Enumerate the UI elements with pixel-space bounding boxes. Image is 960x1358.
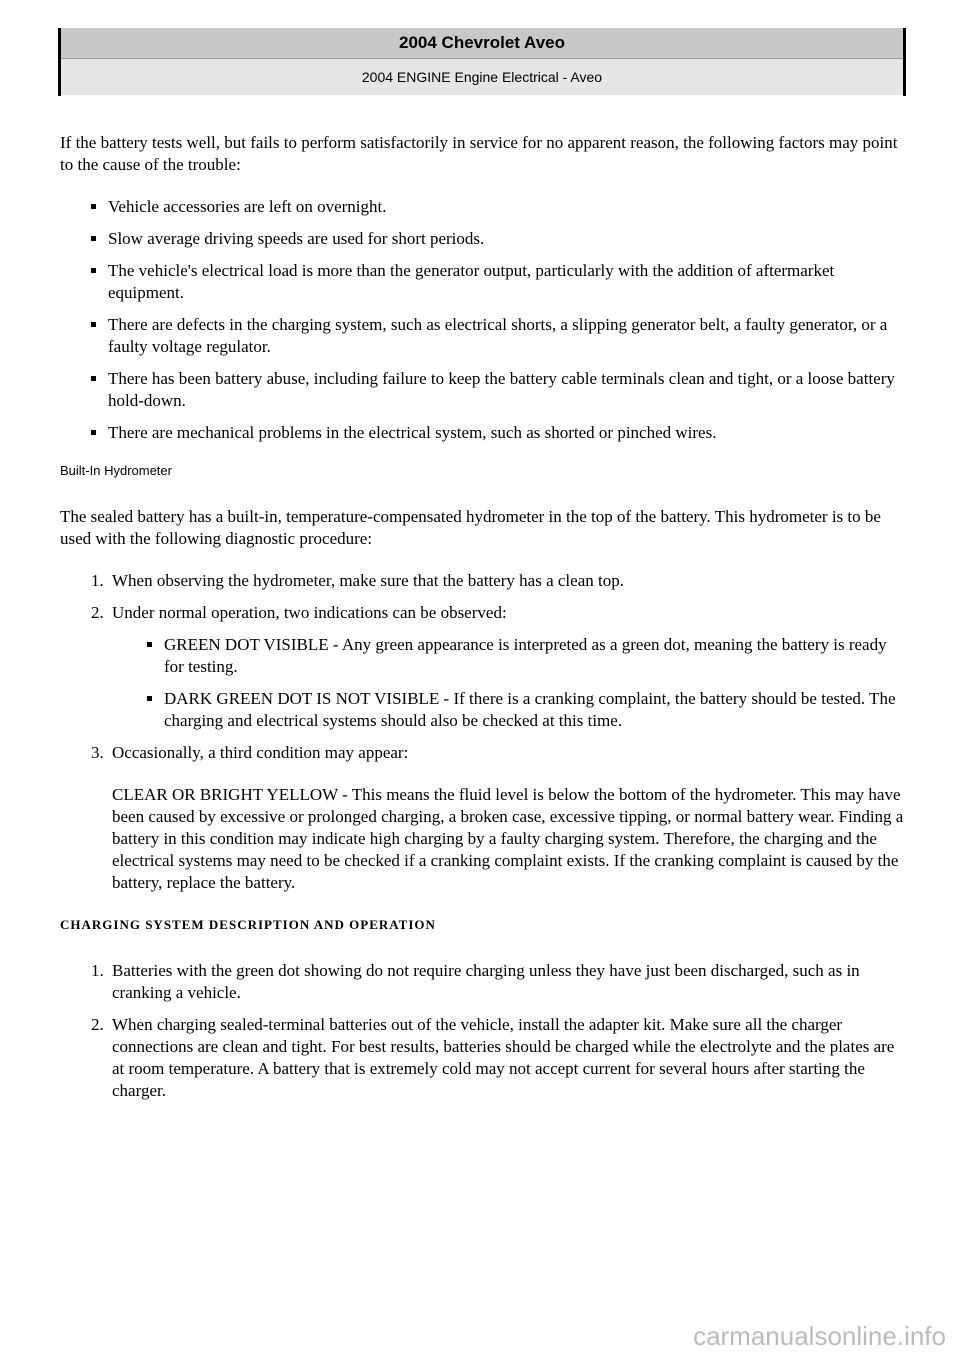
watermark: carmanualsonline.info — [693, 1321, 946, 1351]
document-title: 2004 Chevrolet Aveo — [61, 28, 903, 59]
list-item: ▪ There are defects in the charging system, such as electrical shorts, a slipping generator belt, a faulty generator, or a faulty voltage regulator. — [108, 314, 910, 358]
document-body — [60, 132, 910, 1114]
step-text: Occasionally, a third condition may appear: — [112, 743, 409, 762]
step-item: 1. Batteries with the green dot showing do not require charging unless they have just been discharged, such as in cranking a vehicle. — [108, 960, 910, 1004]
list-item: ▪ There are mechanical problems in the electrical system, such as shorted or pinched wires. — [108, 422, 910, 444]
list-item: ▪ GREEN DOT VISIBLE - Any green appearance is interpreted as a green dot, meaning the battery is ready for testing. — [164, 634, 910, 678]
document-header — [58, 28, 906, 96]
section-title-hydrometer: Built-In Hydrometer — [60, 463, 172, 478]
step-item — [108, 570, 910, 592]
step-item — [108, 742, 910, 894]
factors-list — [60, 196, 910, 444]
list-item: ▪ There has been battery abuse, including failure to keep the battery cable terminals clean and tight, or a loose battery hold-down. — [108, 368, 910, 412]
list-item: ▪ Vehicle accessories are left on overnight. — [108, 196, 910, 218]
intro-paragraph: If the battery tests well, but fails to perform satisfactorily in service for no apparent reason, the following factors may point to the cause of the trouble: — [60, 133, 898, 174]
step-detail: CLEAR OR BRIGHT YELLOW - This means the fluid level is below the bottom of the hydrometer. This may have been caused by excessive or prolonged charging, a broken case, excessive tipping, or normal battery wear. Finding a battery in this condition may indicate high charging by a faulty charging system. Therefore, the charging and the electrical systems may need to be checked if a cranking complaint exists. If the cranking complaint is caused by the battery, replace the battery. — [112, 785, 904, 892]
step-item: 2. When charging sealed-terminal batteries out of the vehicle, install the adapter kit. Make sure all the charger connections are clean and tight. For best results, batteries should be charged while the electrolyte and the plates are at room temperature. A battery that is extremely cold may not accept current for several hours after starting the charger. — [108, 1014, 910, 1102]
indication-list — [112, 634, 910, 732]
step-item — [108, 602, 910, 732]
list-item: ▪ The vehicle's electrical load is more than the generator output, particularly with the addition of aftermarket equipment. — [108, 260, 910, 304]
list-item: ▪ Slow average driving speeds are used for short periods. — [108, 228, 910, 250]
document-subtitle: 2004 ENGINE Engine Electrical - Aveo — [61, 59, 903, 95]
step-text: Under normal operation, two indications can be observed: — [112, 603, 507, 622]
list-item: ▪ DARK GREEN DOT IS NOT VISIBLE - If there is a cranking complaint, the battery should be tested. The charging and electrical systems should also be checked at this time. — [164, 688, 910, 732]
section-title-charging: CHARGING SYSTEM DESCRIPTION AND OPERATION — [60, 917, 436, 932]
hydrometer-intro: The sealed battery has a built-in, temperature-compensated hydrometer in the top of the battery. This hydrometer is to be used with the following diagnostic procedure: — [60, 507, 881, 548]
hydrometer-steps — [60, 570, 910, 894]
charging-steps — [60, 960, 910, 1102]
step-text: When observing the hydrometer, make sure that the battery has a clean top. — [112, 571, 624, 590]
